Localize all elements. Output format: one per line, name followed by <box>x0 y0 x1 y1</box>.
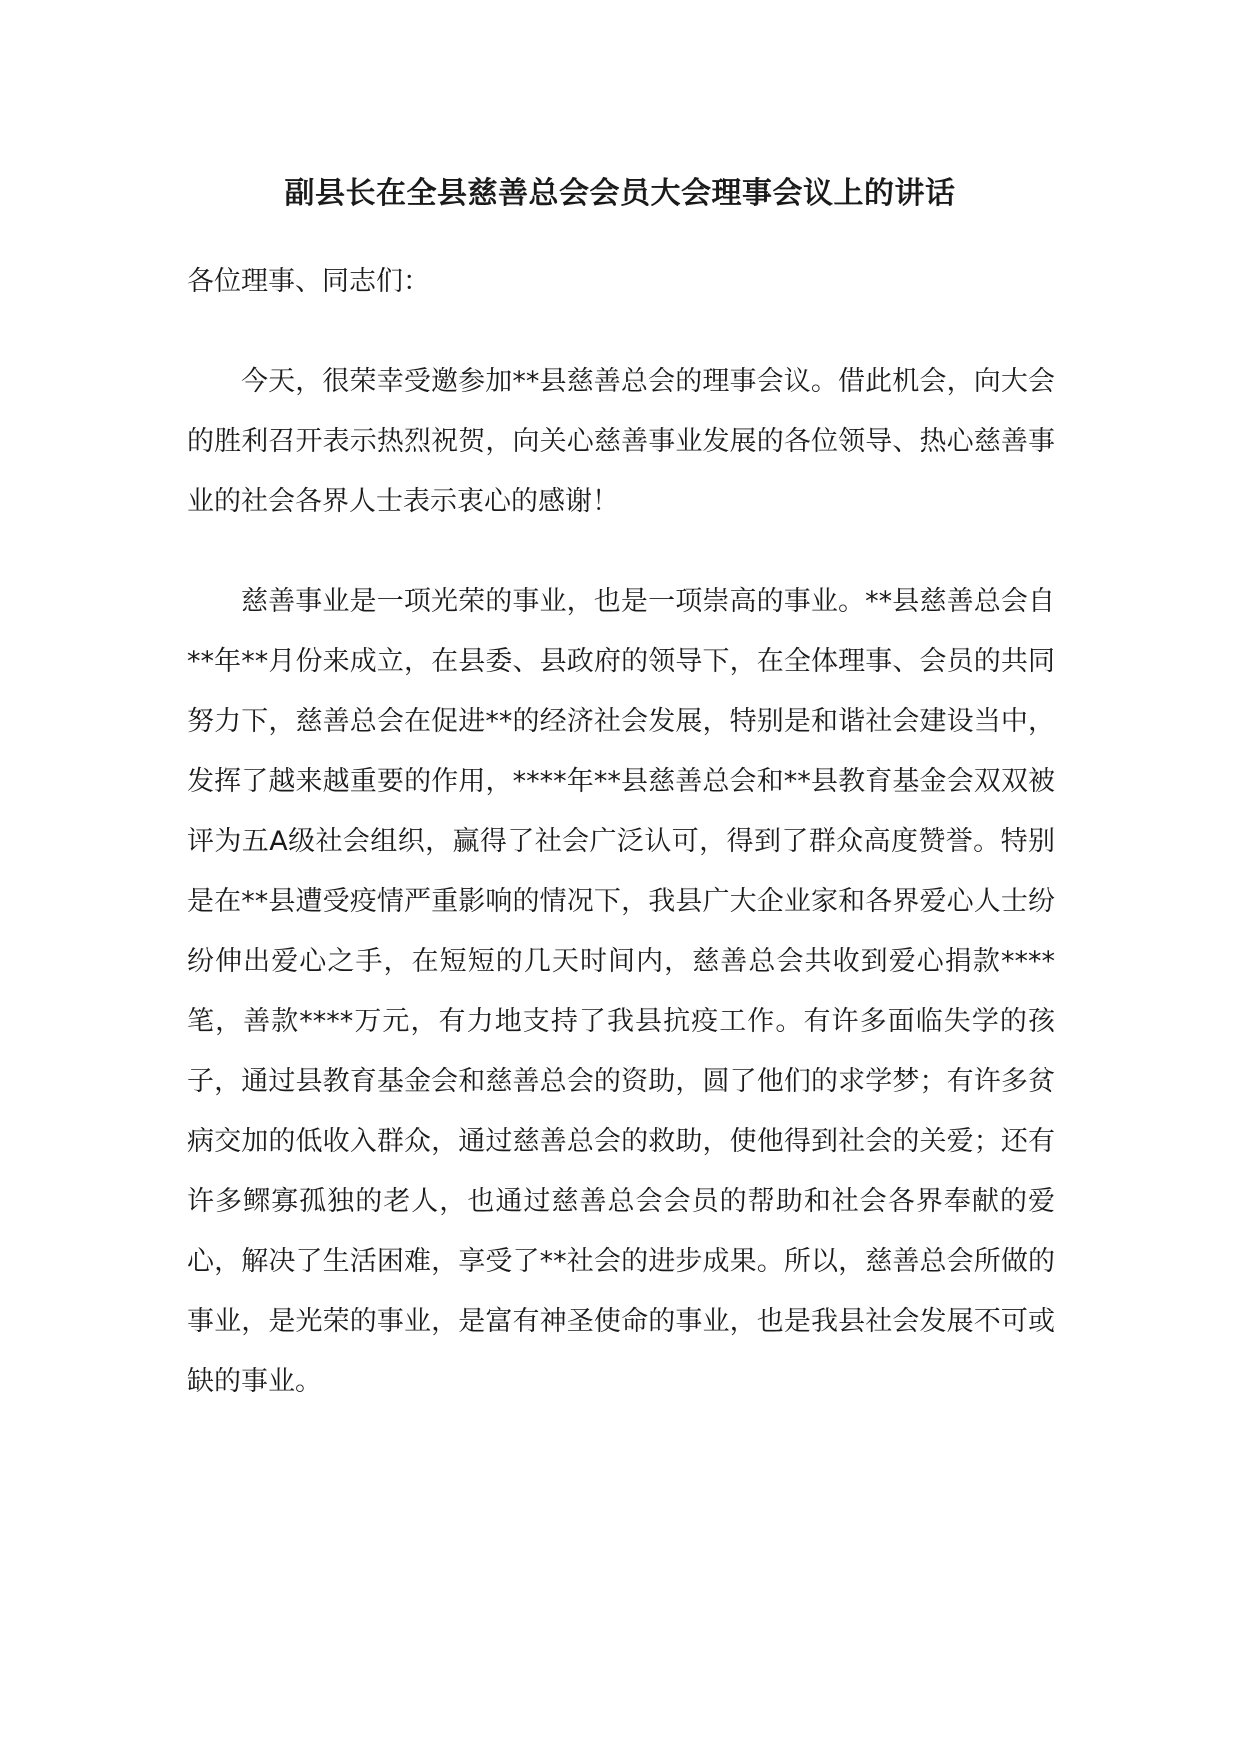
salutation: 各位理事、同志们： <box>187 266 430 297</box>
paragraph-1: 今天，很荣幸受邀参加**县慈善总会的理事会议。借此机会，向大会的胜利召开表示热烈祝贺，向关心慈善事业发展的各位领导、热心慈善事业的社会各界人士表示衷心的感谢！ <box>187 366 1055 517</box>
document-title: 副县长在全县慈善总会会员大会理事会议上的讲话 <box>284 176 956 211</box>
paragraph-2: 慈善事业是一项光荣的事业，也是一项崇高的事业。**县慈善总会自**年**月份来成立，在县委、县政府的领导下，在全体理事、会员的共同努力下，慈善总会在促进**的经济社会发展，特别是和谐社会建设当中，发挥了越来越重要的作用，****年**县慈善总会和**县教育基金会双双被评为五A级社会组织，赢得了社会广泛认可，得到了群众高度赞誉。特别是在**县遭受疫情严重影响的情况下，我县广大企业家和各界爱心人士纷纷伸出爱心之手，在短短的几天时间内，慈善总会共收到爱心捐款****笔，善款****万元，有力地支持了我县抗疫工作。有许多面临失学的孩子，通过县教育基金会和慈善总会的资助，圆了他们的求学梦；有许多贫病交加的低收入群众，通过慈善总会的救助，使他得到社会的关爱；还有许多鳏寡孤独的老人，也通过慈善总会会员的帮助和社会各界奉献的爱心，解决了生活困难，享受了**社会的进步成果。所以，慈善总会所做的事业，是光荣的事业，是富有神圣使命的事业，也是我县社会发展不可或缺的事业。 <box>187 586 1055 1397</box>
document-body <box>187 252 1055 1452</box>
